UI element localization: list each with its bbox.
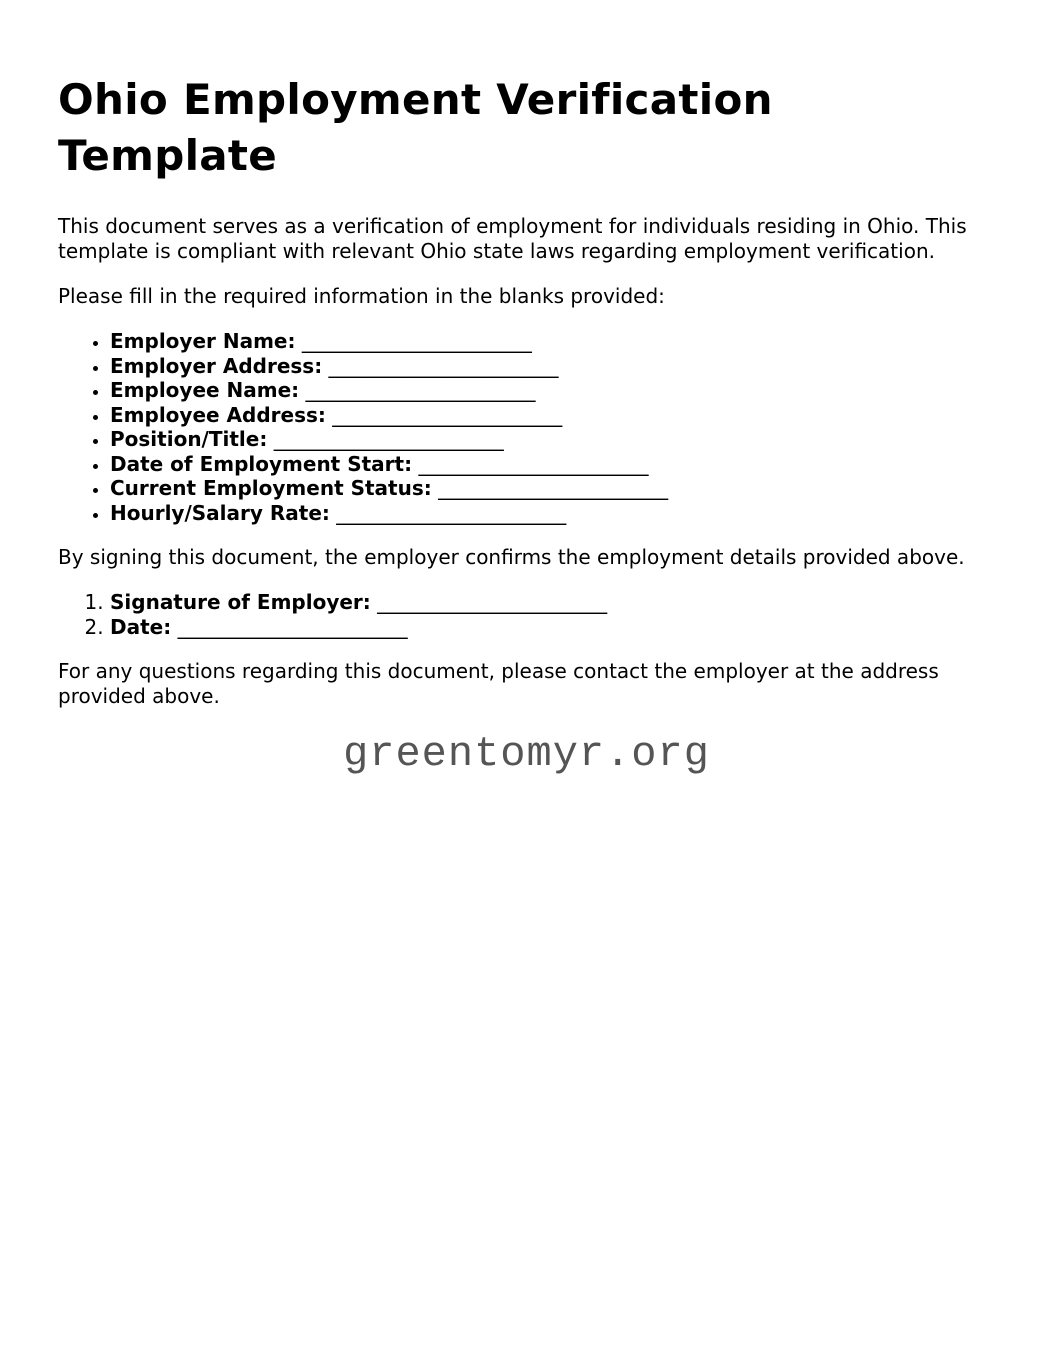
field-label: Signature of Employer: (110, 590, 371, 614)
field-blank[interactable]: _______________________ (438, 476, 669, 500)
signature-list (58, 590, 998, 639)
field-position-title (110, 427, 998, 452)
field-blank[interactable]: _______________________ (328, 353, 559, 378)
field-label: Date: (110, 614, 172, 639)
field-blank[interactable]: _______________________ (336, 500, 567, 525)
field-employment-start-date (110, 452, 998, 477)
field-label: Date of Employment Start: (110, 451, 413, 476)
field-label: Employer Name: (110, 329, 296, 353)
field-label: Position/Title: (110, 427, 268, 451)
signature-employer (110, 590, 998, 615)
field-employment-status (110, 476, 998, 501)
contact-paragraph: For any questions regarding this document, please contact the employer at the address provided above. (58, 659, 939, 708)
instruction-paragraph: Please fill in the required information in the blanks provided: (58, 284, 665, 308)
watermark: greentomyr.org (343, 730, 710, 778)
field-blank[interactable]: _______________________ (273, 427, 504, 451)
field-label: Employer Address: (110, 353, 323, 378)
field-label: Hourly/Salary Rate: (110, 500, 330, 525)
field-blank[interactable]: _______________________ (377, 590, 608, 614)
field-employer-name (110, 329, 998, 354)
confirmation-paragraph: By signing this document, the employer confirms the employment details provided above. (58, 545, 965, 569)
page-title: Ohio Employment Verification Template (58, 75, 773, 180)
field-blank[interactable]: _______________________ (305, 378, 536, 402)
signature-date (110, 615, 998, 640)
field-blank[interactable]: _______________________ (177, 614, 408, 639)
field-label: Current Employment Status: (110, 476, 432, 500)
field-blank[interactable]: _______________________ (418, 451, 649, 476)
field-employer-address (110, 354, 998, 379)
intro-paragraph: This document serves as a verification of employment for individuals residing in Ohio. This template is compliant with relevant Ohio state laws regarding employment verification. (58, 214, 967, 263)
field-blank[interactable]: _______________________ (301, 329, 532, 353)
field-list (58, 329, 998, 525)
field-employee-address (110, 403, 998, 428)
field-employee-name (110, 378, 998, 403)
field-label: Employee Name: (110, 378, 300, 402)
field-label: Employee Address: (110, 402, 326, 427)
field-blank[interactable]: _______________________ (332, 402, 563, 427)
field-pay-rate (110, 501, 998, 526)
